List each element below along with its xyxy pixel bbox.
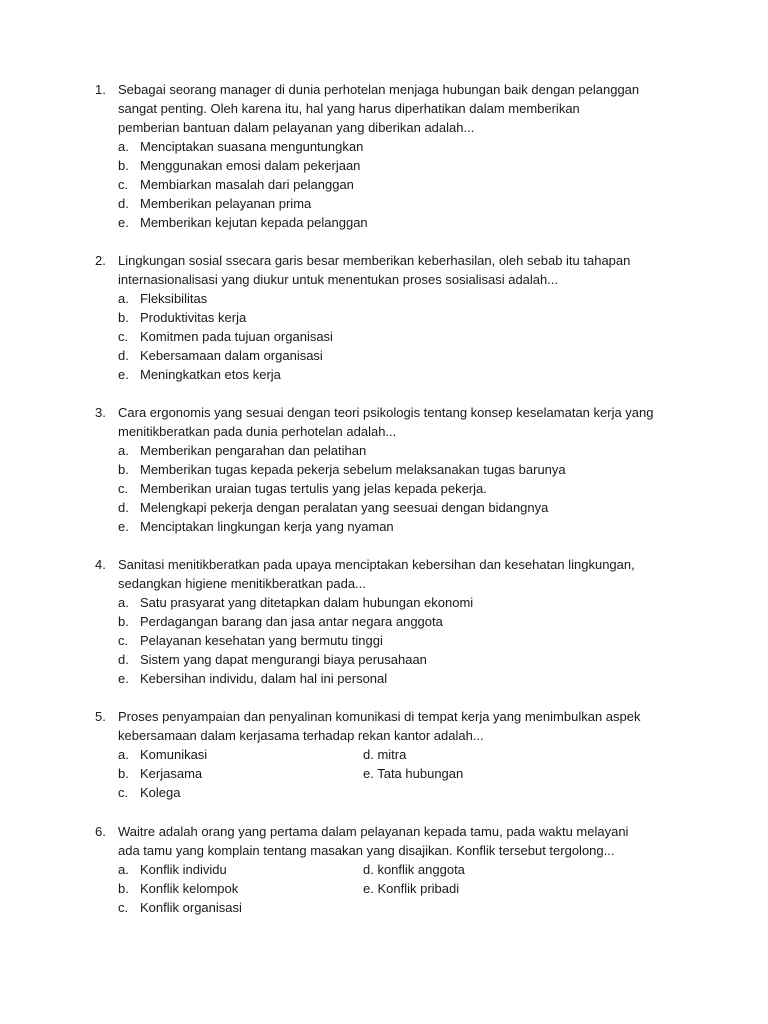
answer-option xyxy=(118,308,685,327)
answer-option xyxy=(118,498,685,517)
question-text: Sebagai seorang manager di dunia perhotelan menjaga hubungan baik dengan pelanggan xyxy=(118,82,640,97)
option-text: Kolega xyxy=(140,785,181,800)
option-text: Kebersamaan dalam organisasi xyxy=(140,348,323,363)
option-text: Memberikan kejutan kepada pelanggan xyxy=(140,215,368,230)
answer-option xyxy=(118,460,685,479)
question-text: menitikberatkan pada dunia perhotelan adalah... xyxy=(118,424,397,439)
question-text-line xyxy=(95,841,685,860)
option-letter: b. xyxy=(118,881,129,896)
question-text: sedangkan higiene menitikberatkan pada... xyxy=(118,576,366,591)
option-text: Memberikan pelayanan prima xyxy=(140,196,312,211)
option-text: Komunikasi xyxy=(140,747,208,762)
question-number: 1. xyxy=(95,82,106,97)
answer-options xyxy=(95,441,685,536)
question-text: Sanitasi menitikberatkan pada upaya menciptakan kebersihan dan kesehatan lingkungan, xyxy=(118,557,635,572)
answer-option xyxy=(118,517,685,536)
option-letter: c. xyxy=(118,177,129,192)
question-4 xyxy=(95,555,685,688)
question-text: Lingkungan sosial ssecara garis besar memberikan keberhasilan, oleh sebab itu tahapan xyxy=(118,253,631,268)
option-letter: e. xyxy=(118,671,129,686)
question-text: kebersamaan dalam kerjasama terhadap rekan kantor adalah... xyxy=(118,728,484,743)
option-letter: d. xyxy=(118,500,129,515)
answer-option xyxy=(118,441,685,460)
option-letter: a. xyxy=(118,443,129,458)
question-text-line xyxy=(95,118,685,137)
question-text: internasionalisasi yang diukur untuk menentukan proses sosialisasi adalah... xyxy=(118,272,559,287)
option-right-text: e. Konflik pribadi xyxy=(363,881,460,896)
option-right-text: e. Tata hubungan xyxy=(363,766,464,781)
answer-option-row xyxy=(118,898,685,917)
option-letter: e. xyxy=(118,215,129,230)
option-letter: d. xyxy=(118,196,129,211)
question-5 xyxy=(95,707,685,802)
option-letter: a. xyxy=(118,862,129,877)
option-letter: e. xyxy=(118,519,129,534)
option-letter: a. xyxy=(118,747,129,762)
question-text: Waitre adalah orang yang pertama dalam pelayanan kepada tamu, pada waktu melayani xyxy=(118,824,629,839)
option-letter: c. xyxy=(118,900,129,915)
answer-option xyxy=(118,175,685,194)
question-number: 5. xyxy=(95,709,106,724)
question-text-line xyxy=(95,555,685,574)
answer-option xyxy=(118,593,685,612)
option-letter: d. xyxy=(118,348,129,363)
option-text: Memberikan pengarahan dan pelatihan xyxy=(140,443,367,458)
question-1 xyxy=(95,80,685,232)
option-letter: a. xyxy=(118,595,129,610)
option-text: Konflik kelompok xyxy=(140,881,239,896)
question-text: Cara ergonomis yang sesuai dengan teori psikologis tentang konsep keselamatan kerja yang xyxy=(118,405,654,420)
option-text: Sistem yang dapat mengurangi biaya perusahaan xyxy=(140,652,427,667)
answer-option xyxy=(118,631,685,650)
option-text: Kebersihan individu, dalam hal ini personal xyxy=(140,671,388,686)
answer-option xyxy=(118,194,685,213)
answer-option xyxy=(118,137,685,156)
question-text-line xyxy=(95,99,685,118)
option-text: Komitmen pada tujuan organisasi xyxy=(140,329,333,344)
question-text-line xyxy=(95,251,685,270)
answer-option xyxy=(118,213,685,232)
answer-options xyxy=(95,745,685,802)
option-letter: b. xyxy=(118,310,129,325)
question-text: sangat penting. Oleh karena itu, hal yang harus diperhatikan dalam memberikan xyxy=(118,101,580,116)
option-right-text: d. konflik anggota xyxy=(363,862,465,877)
answer-option xyxy=(118,346,685,365)
question-text-line xyxy=(95,574,685,593)
option-text: Menciptakan suasana menguntungkan xyxy=(140,139,364,154)
option-text: Konflik individu xyxy=(140,862,227,877)
question-number: 3. xyxy=(95,405,106,420)
answer-option xyxy=(118,365,685,384)
answer-options xyxy=(95,289,685,384)
option-text: Menggunakan emosi dalam pekerjaan xyxy=(140,158,361,173)
question-6 xyxy=(95,822,685,917)
answer-option-row xyxy=(118,783,685,802)
question-text: pemberian bantuan dalam pelayanan yang diberikan adalah... xyxy=(118,120,475,135)
option-letter: c. xyxy=(118,329,129,344)
question-number: 4. xyxy=(95,557,106,572)
answer-option xyxy=(118,289,685,308)
option-letter: e. xyxy=(118,367,129,382)
question-text-line xyxy=(95,822,685,841)
option-text: Perdagangan barang dan jasa antar negara anggota xyxy=(140,614,443,629)
question-text: ada tamu yang komplain tentang masakan yang disajikan. Konflik tersebut tergolong... xyxy=(118,843,615,858)
question-text-line xyxy=(95,270,685,289)
answer-option xyxy=(118,156,685,175)
question-text-line xyxy=(95,726,685,745)
answer-option-row xyxy=(118,745,685,764)
option-text: Pelayanan kesehatan yang bermutu tinggi xyxy=(140,633,383,648)
option-letter: b. xyxy=(118,614,129,629)
option-text: Meningkatkan etos kerja xyxy=(140,367,281,382)
answer-option xyxy=(118,327,685,346)
option-letter: c. xyxy=(118,481,129,496)
answer-option xyxy=(118,650,685,669)
option-text: Membiarkan masalah dari pelanggan xyxy=(140,177,354,192)
answer-option-row xyxy=(118,764,685,783)
option-text: Konflik organisasi xyxy=(140,900,242,915)
question-text: Proses penyampaian dan penyalinan komunikasi di tempat kerja yang menimbulkan aspek xyxy=(118,709,641,724)
option-letter: c. xyxy=(118,633,129,648)
answer-options xyxy=(95,860,685,917)
answer-option-row xyxy=(118,860,685,879)
answer-option xyxy=(118,479,685,498)
option-text: Fleksibilitas xyxy=(140,291,208,306)
question-text-line xyxy=(95,403,685,422)
answer-option xyxy=(118,612,685,631)
option-text: Memberikan uraian tugas tertulis yang jelas kepada pekerja. xyxy=(140,481,487,496)
option-text: Memberikan tugas kepada pekerja sebelum melaksanakan tugas barunya xyxy=(140,462,566,477)
option-letter: b. xyxy=(118,766,129,781)
question-text-line xyxy=(95,422,685,441)
option-letter: c. xyxy=(118,785,129,800)
option-text: Satu prasyarat yang ditetapkan dalam hubungan ekonomi xyxy=(140,595,474,610)
option-right-text: d. mitra xyxy=(363,747,407,762)
option-text: Produktivitas kerja xyxy=(140,310,247,325)
option-text: Kerjasama xyxy=(140,766,203,781)
answer-options xyxy=(95,137,685,232)
question-text-line xyxy=(95,707,685,726)
question-text-line xyxy=(95,80,685,99)
option-text: Melengkapi pekerja dengan peralatan yang seesuai dengan bidangnya xyxy=(140,500,549,515)
question-3 xyxy=(95,403,685,536)
question-2 xyxy=(95,251,685,384)
answer-options xyxy=(95,593,685,688)
option-letter: b. xyxy=(118,158,129,173)
option-letter: a. xyxy=(118,291,129,306)
question-number: 6. xyxy=(95,824,106,839)
answer-option xyxy=(118,669,685,688)
question-number: 2. xyxy=(95,253,106,268)
answer-option-row xyxy=(118,879,685,898)
option-letter: a. xyxy=(118,139,129,154)
option-letter: d. xyxy=(118,652,129,667)
option-text: Menciptakan lingkungan kerja yang nyaman xyxy=(140,519,394,534)
option-letter: b. xyxy=(118,462,129,477)
